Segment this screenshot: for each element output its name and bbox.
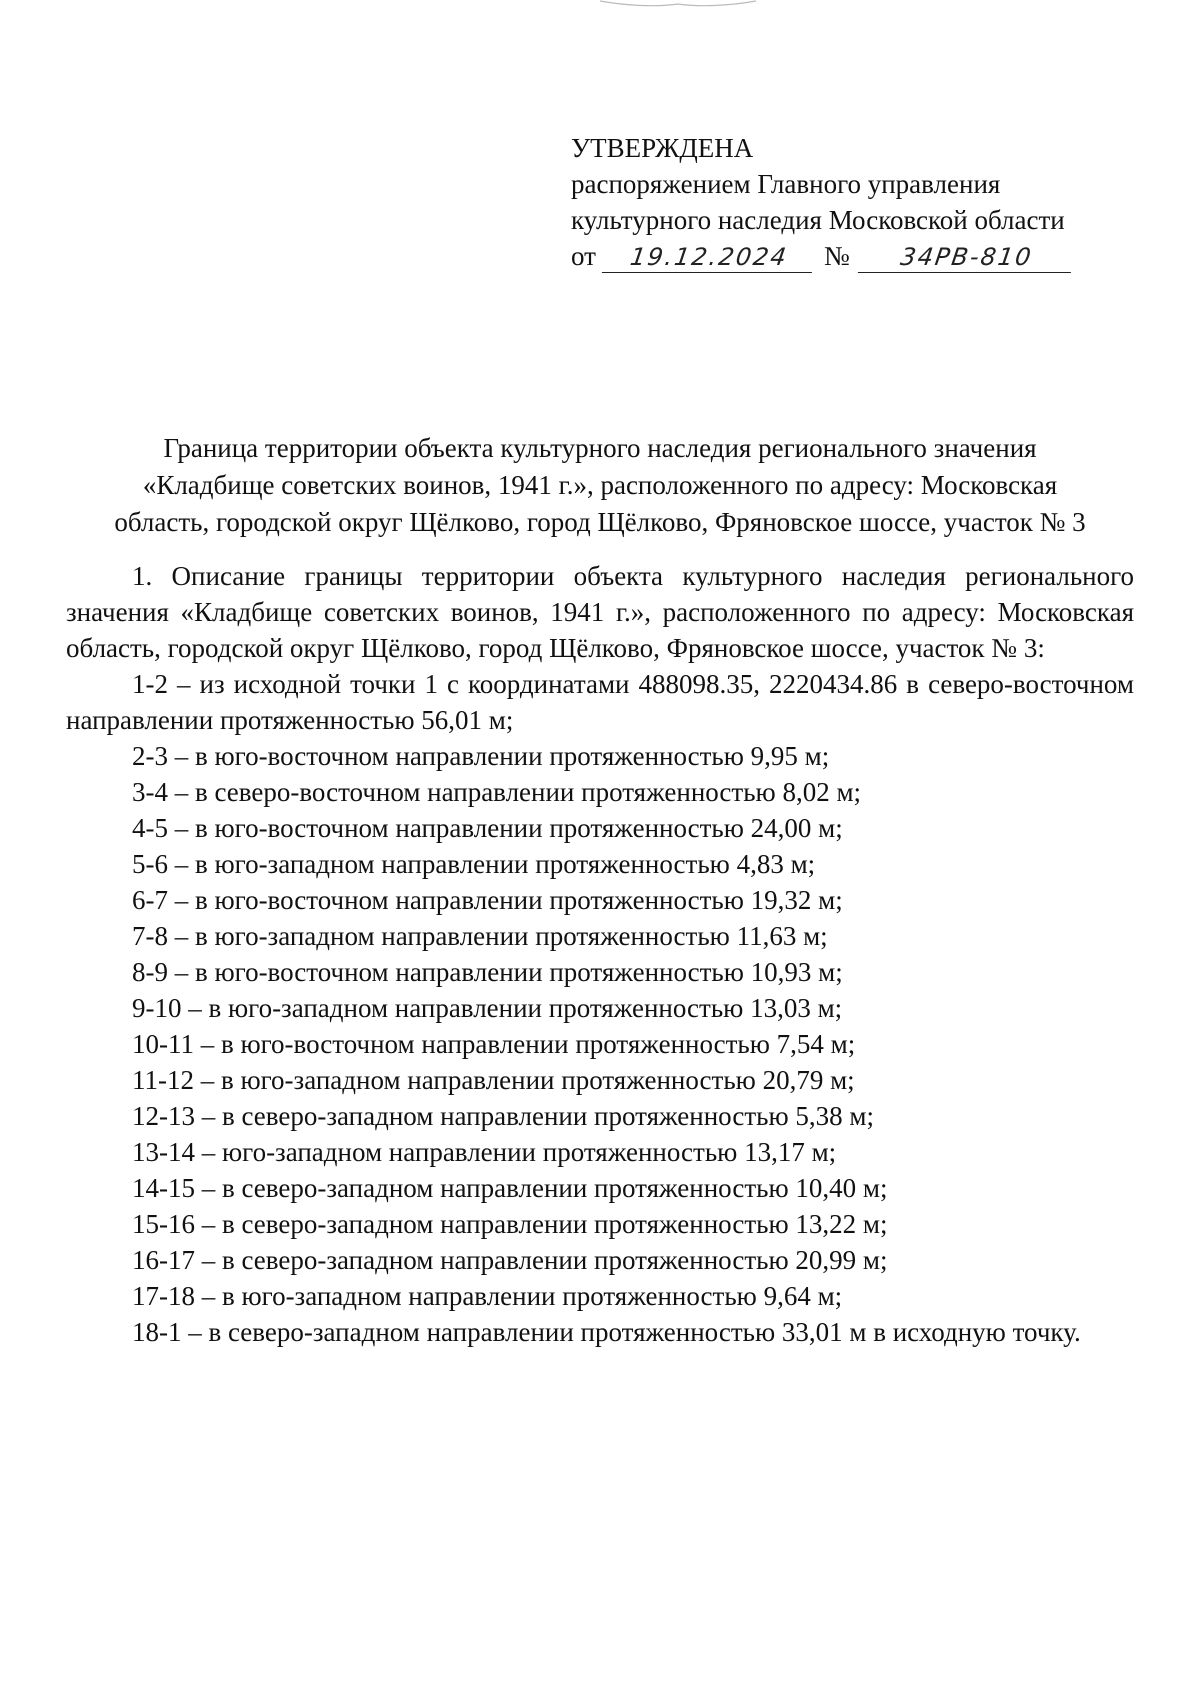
handwritten-number: 34РВ-810 [858, 242, 1075, 273]
boundary-segment: 13-14 – юго-западном направлении протяженностью 13,17 м; [132, 1137, 837, 1167]
boundary-segment: 12-13 – в северо-западном направлении протяженностью 5,38 м; [132, 1101, 874, 1131]
boundary-segment: 18-1 – в северо-западном направлении протяженностью 33,01 м в исходную точку. [132, 1317, 1081, 1347]
boundary-segment: 8-9 – в юго-восточном направлении протяженностью 10,93 м; [132, 957, 843, 987]
boundary-segment: 17-18 – в юго-западном направлении протяженностью 9,64 м; [132, 1281, 843, 1311]
boundary-segment: 15-16 – в северо-западном направлении протяженностью 13,22 м; [132, 1209, 888, 1239]
title-line-3: область, городской округ Щёлково, город Щёлково, Фряновское шоссе, участок № 3 [114, 507, 1086, 537]
approval-block [571, 130, 1073, 274]
title-line-2: «Кладбище советских воинов, 1941 г.», расположенного по адресу: Московская [142, 470, 1058, 500]
approval-issuer-line-1: распоряжением Главного управления [571, 169, 1001, 199]
boundary-segment: 4-5 – в юго-восточном направлении протяженностью 24,00 м; [132, 813, 843, 843]
boundary-segment: 2-3 – в юго-восточном направлении протяженностью 9,95 м; [132, 741, 830, 771]
boundary-segment: 7-8 – в юго-западном направлении протяженностью 11,63 м; [132, 921, 828, 951]
boundary-segment: 6-7 – в юго-восточном направлении протяженностью 19,32 м; [132, 885, 843, 915]
emblem-fragment [598, 0, 758, 8]
approval-date-number-row [571, 238, 1073, 274]
date-label: от [571, 241, 596, 271]
boundary-segment: 10-11 – в юго-восточном направлении протяженностью 7,54 м; [132, 1029, 856, 1059]
boundary-segment-1: 1-2 – из исходной точки 1 с координатами 488098.35, 2220434.86 в северо-восточном направлении протяженностью 56,01 м; [66, 669, 1134, 735]
boundary-segment: 5-6 – в юго-западном направлении протяженностью 4,83 м; [132, 849, 816, 879]
document-title [66, 430, 1134, 541]
boundary-segment: 14-15 – в северо-западном направлении протяженностью 10,40 м; [132, 1173, 888, 1203]
handwritten-date: 19.12.2024 [602, 242, 816, 273]
approval-title: УТВЕРЖДЕНА [571, 133, 754, 163]
boundary-segment: 9-10 – в юго-западном направлении протяженностью 13,03 м; [132, 993, 843, 1023]
boundary-segment: 16-17 – в северо-западном направлении протяженностью 20,99 м; [132, 1245, 888, 1275]
title-line-1: Граница территории объекта культурного наследия регионального значения [163, 433, 1037, 463]
approval-issuer-line-2: культурного наследия Московской области [571, 205, 1065, 235]
boundary-segment: 11-12 – в юго-западном направлении протяженностью 20,79 м; [132, 1065, 855, 1095]
boundary-segment: 3-4 – в северо-восточном направлении протяженностью 8,02 м; [132, 777, 862, 807]
boundary-description [66, 558, 1134, 1350]
number-label: № [823, 241, 850, 271]
intro-paragraph: 1. Описание границы территории объекта культурного наследия регионального значения «Кладбище советских воинов, 1941 г.», расположенного по адресу: Московская область, городской округ Щёлково, город Щёлково, Фряновское шоссе, участок № 3: [66, 561, 1134, 663]
